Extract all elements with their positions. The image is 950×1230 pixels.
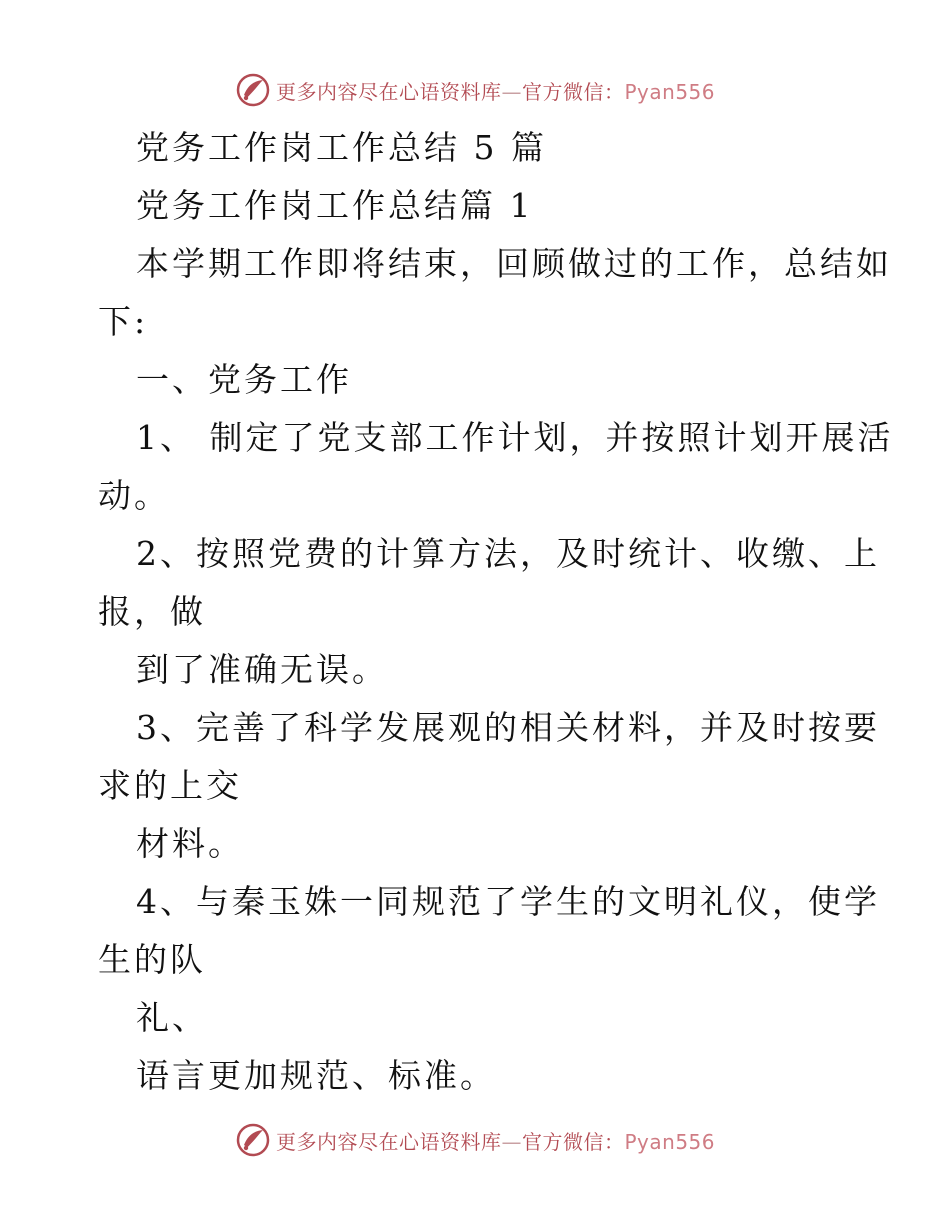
header-banner-title: 更多内容尽在心语资料库	[276, 79, 502, 104]
paragraph-line: 生的队	[98, 940, 206, 979]
document-title: 党务工作岗工作总结 5 篇	[136, 128, 547, 167]
paragraph-line: 4、与秦玉姝一同规范了学生的文明礼仪，使学	[136, 882, 880, 921]
paragraph-line: 报，做	[98, 592, 206, 631]
header-banner-account: Pyan556	[624, 79, 716, 104]
paragraph-line: 2、按照党费的计算方法，及时统计、收缴、上	[136, 534, 880, 573]
paragraph-line: 3、完善了科学发展观的相关材料，并及时按要	[136, 708, 880, 747]
paragraph-line: 求的上交	[98, 766, 242, 805]
paragraph-line: 语言更加规范、标准。	[136, 1056, 496, 1095]
footer-banner-official: 官方微信：	[522, 1129, 625, 1154]
section-heading: 一、党务工作	[136, 360, 352, 399]
footer-banner-text	[276, 1126, 715, 1155]
footer-banner-separator: —	[501, 1129, 522, 1154]
document-subtitle: 党务工作岗工作总结篇 1	[136, 186, 534, 225]
paragraph-line: 动。	[98, 476, 170, 515]
paragraph-line: 下:	[98, 302, 149, 341]
header-banner-official: 官方微信：	[522, 79, 625, 104]
header-banner-separator: —	[501, 79, 522, 104]
paragraph-line: 本学期工作即将结束，回顾做过的工作，总结如	[136, 244, 892, 283]
footer-banner-account: Pyan556	[624, 1129, 716, 1154]
paragraph-line: 1、 制定了党支部工作计划，并按照计划开展活	[136, 418, 894, 457]
footer-banner	[236, 1122, 715, 1158]
paragraph-line: 到了准确无误。	[136, 650, 388, 689]
brush-seal-logo-icon	[236, 1123, 270, 1157]
paragraph-line: 礼、	[136, 998, 208, 1037]
paragraph-line: 材料。	[136, 824, 244, 863]
footer-banner-title: 更多内容尽在心语资料库	[276, 1129, 502, 1154]
